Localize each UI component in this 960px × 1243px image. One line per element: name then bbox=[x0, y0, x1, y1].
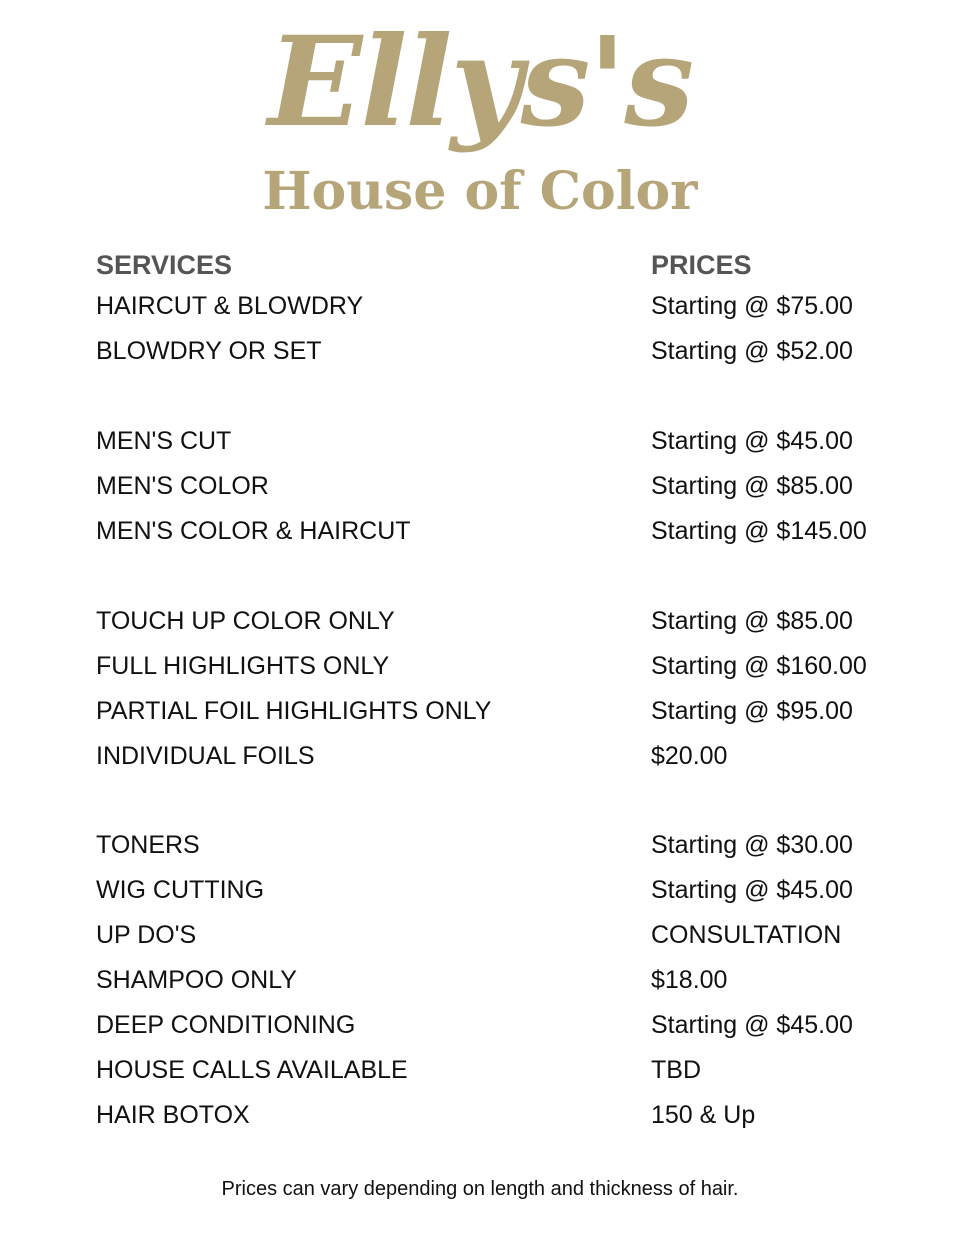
service-price: 150 & Up bbox=[651, 1101, 756, 1129]
service-price: Starting @ $85.00 bbox=[651, 607, 853, 635]
service-price: Starting @ $45.00 bbox=[651, 427, 853, 455]
service-name: TOUCH UP COLOR ONLY bbox=[96, 607, 395, 635]
service-price: Starting @ $52.00 bbox=[651, 337, 853, 365]
service-price: Starting @ $75.00 bbox=[651, 292, 853, 320]
brand-subtitle: House of Color bbox=[262, 161, 698, 222]
service-name: HAIR BOTOX bbox=[96, 1101, 250, 1129]
service-price: Starting @ $30.00 bbox=[651, 831, 853, 859]
service-name: HAIRCUT & BLOWDRY bbox=[96, 292, 364, 320]
service-price: Starting @ $85.00 bbox=[651, 472, 853, 500]
service-name: HOUSE CALLS AVAILABLE bbox=[96, 1056, 408, 1084]
service-price: CONSULTATION bbox=[651, 921, 842, 949]
service-price: $18.00 bbox=[651, 966, 728, 994]
service-name: MEN'S COLOR bbox=[96, 472, 269, 500]
service-name: DEEP CONDITIONING bbox=[96, 1011, 356, 1039]
service-name: INDIVIDUAL FOILS bbox=[96, 742, 315, 770]
services-header: SERVICES bbox=[96, 250, 233, 280]
pricing-note: Prices can vary depending on length and thickness of hair. bbox=[221, 1178, 739, 1200]
service-price: Starting @ $95.00 bbox=[651, 697, 853, 725]
service-price: Starting @ $160.00 bbox=[651, 652, 867, 680]
service-name: SHAMPOO ONLY bbox=[96, 966, 297, 994]
service-price: Starting @ $45.00 bbox=[651, 876, 853, 904]
service-name: PARTIAL FOIL HIGHLIGHTS ONLY bbox=[96, 697, 492, 725]
service-name: BLOWDRY OR SET bbox=[96, 337, 322, 365]
service-name: FULL HIGHLIGHTS ONLY bbox=[96, 652, 390, 680]
prices-header: PRICES bbox=[651, 250, 752, 280]
service-price: $20.00 bbox=[651, 742, 728, 770]
service-price: TBD bbox=[651, 1056, 701, 1084]
service-name: WIG CUTTING bbox=[96, 876, 265, 904]
service-name: MEN'S COLOR & HAIRCUT bbox=[96, 517, 411, 545]
service-name: TONERS bbox=[96, 831, 200, 859]
brand-logo-script: Ellys's bbox=[267, 10, 693, 155]
service-price: Starting @ $45.00 bbox=[651, 1011, 853, 1039]
service-price: Starting @ $145.00 bbox=[651, 517, 867, 545]
service-name: MEN'S CUT bbox=[96, 427, 232, 455]
service-name: UP DO'S bbox=[96, 921, 197, 949]
